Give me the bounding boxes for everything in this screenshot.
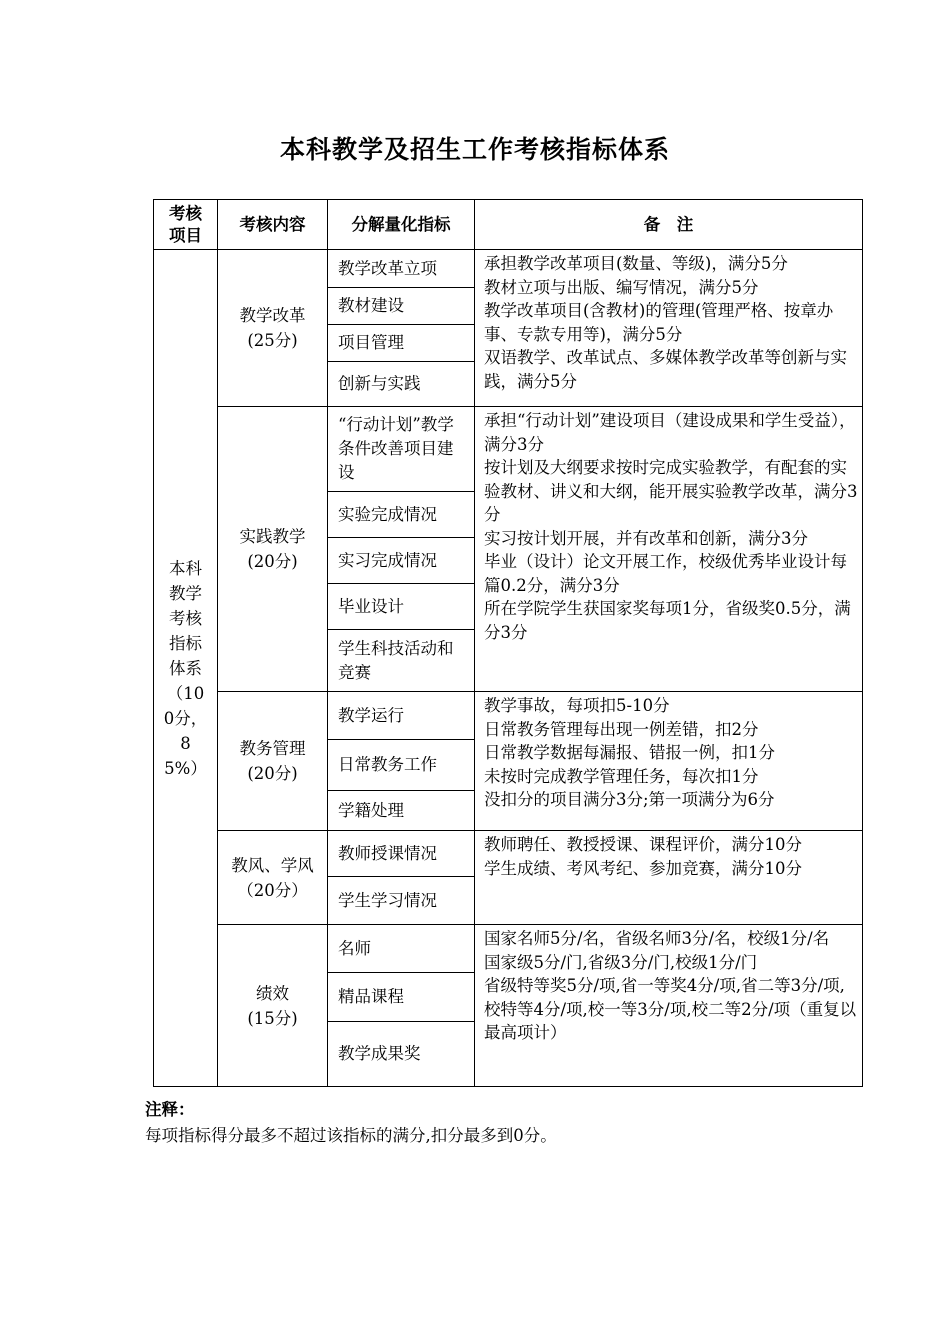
notes-cell: 国家名师5分/名，省级名师3分/名，校级1分/名 国家级5分/门,省级3分/门,校级1分/门 省级特等奖5分/项,省一等奖4分/项,省二等3分/项,校特等4分/项,校一等3分/项,校二等2分/项（重复以最高项计） [475, 925, 863, 1087]
notes-cell: 承担“行动计划”建设项目（建设成果和学生受益），满分3分 按计划及大纲要求按时完成实验教学，有配套的实验教材、讲义和大纲，能开展实验教学改革，满分3分 实习按计划开展，并有改革和创新，满分3分 毕业（设计）论文开展工作，校级优秀毕业设计每篇0.2分，满分3分 所在学院学生获国家奖每项1分，省级奖0.5分，满分3分 [475, 407, 863, 692]
content-cell: 教学改革 (25分) [218, 250, 328, 407]
indicator-cell: 精品课程 [328, 973, 475, 1022]
indicator-cell: 学生科技活动和竞赛 [328, 630, 475, 692]
table-row [154, 407, 863, 492]
header-notes: 备 注 [475, 200, 863, 250]
notes-label: 注释： [145, 1100, 195, 1119]
indicator-cell: 名师 [328, 925, 475, 973]
table-row [154, 692, 863, 740]
indicator-cell: 实验完成情况 [328, 492, 475, 538]
indicator-cell: 教师授课情况 [328, 831, 475, 877]
indicator-cell: 教学运行 [328, 692, 475, 740]
assessment-table [153, 199, 863, 1087]
content-cell: 实践教学 (20分) [218, 407, 328, 692]
indicator-cell: 创新与实践 [328, 362, 475, 407]
content-cell: 绩效 (15分) [218, 925, 328, 1087]
indicator-cell: 毕业设计 [328, 584, 475, 630]
header-project: 考核项目 [154, 200, 218, 250]
header-indicator: 分解量化指标 [328, 200, 475, 250]
notes-cell: 承担教学改革项目(数量、等级)，满分5分 教材立项与出版、编写情况，满分5分 教学改革项目(含教材)的管理(管理严格、按章办事、专款专用等)，满分5分 双语教学、改革试点、多媒体教学改革等创新与实践，满分5分 [475, 250, 863, 407]
notes-cell: 教学事故，每项扣5-10分 日常教务管理每出现一例差错，扣2分 日常教学数据每漏报、错报一例，扣1分 未按时完成教学管理任务，每次扣1分 没扣分的项目满分3分;第一项满分为6分 [475, 692, 863, 831]
indicator-cell: 日常教务工作 [328, 740, 475, 791]
table-row [154, 250, 863, 288]
indicator-cell: 学生学习情况 [328, 877, 475, 925]
indicator-cell: 项目管理 [328, 325, 475, 362]
table-row [154, 831, 863, 877]
page-title: 本科教学及招生工作考核指标体系 [279, 135, 670, 164]
notes-text: 每项指标得分最多不超过该指标的满分,扣分最多到0分。 [145, 1126, 557, 1145]
project-cell [154, 250, 218, 1087]
table-header-row [154, 200, 863, 250]
project-label: 本科教学考核指标体系（100分，85%） [163, 558, 208, 778]
indicator-cell: 教材建设 [328, 288, 475, 325]
content-cell: 教务管理 (20分) [218, 692, 328, 831]
table-row [154, 925, 863, 973]
header-content: 考核内容 [218, 200, 328, 250]
indicator-cell: 实习完成情况 [328, 538, 475, 584]
indicator-cell: 教学改革立项 [328, 250, 475, 288]
notes-cell: 教师聘任、教授授课、课程评价，满分10分 学生成绩、考风考纪、参加竞赛，满分10分 [475, 831, 863, 925]
indicator-cell: 学籍处理 [328, 791, 475, 831]
content-cell: 教风、学风 （20分） [218, 831, 328, 925]
indicator-cell: 教学成果奖 [328, 1022, 475, 1087]
indicator-cell: “行动计划”教学条件改善项目建设 [328, 407, 475, 492]
